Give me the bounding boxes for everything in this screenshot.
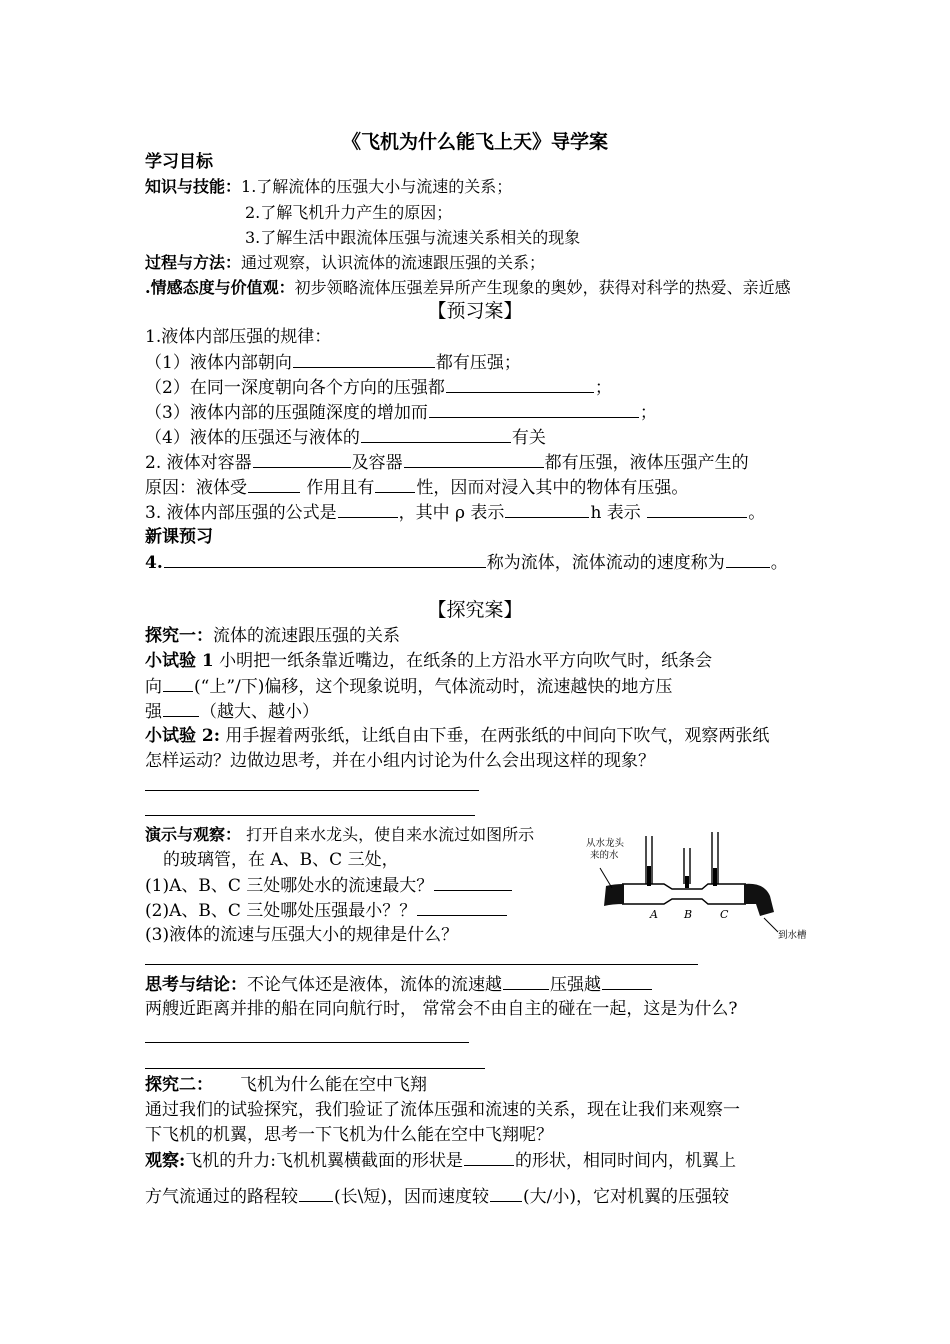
explore-2-label: 探究二：: [145, 1075, 213, 1095]
demo-label: 演示与观察：: [145, 825, 242, 844]
attitude-text: 初步领略流体压强差异所产生现象的奥妙，获得对科学的热爱、亲近感: [294, 278, 791, 297]
preview-q1-3: [145, 401, 657, 424]
preview-q2-line2: [145, 476, 688, 499]
q1-4-text: （4）液体的压强还与液体的: [145, 428, 360, 448]
answer-blank[interactable]: [429, 401, 639, 418]
knowledge-item: 2.了解飞机升力产生的原因；: [245, 203, 453, 222]
q2-text: 及容器: [351, 453, 403, 473]
q1-1-text: （1）液体内部朝向: [145, 353, 292, 373]
preview-q4: [145, 551, 788, 574]
water-column-b: [685, 876, 689, 888]
answer-blank[interactable]: [647, 501, 747, 518]
answer-blank[interactable]: [253, 451, 351, 468]
think-text: 不论气体还是液体，流体的流速越: [247, 975, 502, 995]
inlet-label-1: 从水龙头: [586, 838, 625, 849]
explore-1-text: 流体的流速跟压强的关系: [213, 626, 400, 646]
boats-question: 两艘近距离并排的船在同向航行时， 常常会不由自主的碰在一起，这是为什么?: [145, 999, 738, 1019]
preview-q1-1: [145, 351, 521, 374]
pipe-outline: [622, 832, 746, 904]
outlet-label: 到水槽: [778, 930, 807, 941]
exp1-line3: [145, 700, 319, 723]
q2-text: 原因：液体受: [145, 478, 247, 498]
knowledge-item: 3.了解生活中跟流体压强与流速关系相关的现象: [245, 228, 581, 247]
preview-heading: 【预习案】: [427, 300, 523, 322]
demo-line1: [145, 825, 534, 845]
q1-2-text: （2）在同一深度朝向各个方向的压强都: [145, 378, 445, 398]
demo-text: 打开自来水龙头，使自来水流过如图所示: [241, 825, 535, 844]
exp1-text: 向: [145, 677, 162, 697]
q2-text: 性，因而对浸入其中的物体有压强。: [416, 478, 689, 498]
q1-3-tail: ；: [639, 403, 657, 423]
observe-text: 的形状，相同时间内，机翼上: [515, 1151, 737, 1171]
answer-line[interactable]: [145, 790, 479, 791]
process-line: [145, 253, 545, 273]
q1-1-tail: 都有压强；: [435, 353, 521, 373]
water-column-c: [713, 868, 717, 886]
q3-text: 。: [748, 503, 766, 523]
point-a-label: A: [650, 908, 658, 921]
answer-blank[interactable]: [417, 899, 507, 916]
attitude-line: [145, 278, 791, 298]
demo-q2: [145, 899, 508, 922]
answer-blank[interactable]: [505, 501, 589, 518]
preview-q1-title: 1.液体内部压强的规律：: [145, 327, 332, 347]
exp2-line1: [145, 725, 769, 747]
inlet-hose: [604, 884, 624, 906]
preview-q1-2: [145, 376, 612, 399]
exp2-line2: 怎样运动？边做边思考，并在小组内讨论为什么会出现这样的现象？: [145, 751, 655, 771]
exp1-text: (“上”/下)偏移，这个现象说明，气体流动时，流速越快的地方压: [194, 677, 673, 697]
demo-q3: (3)液体的流速与压强大小的规律是什么？: [145, 925, 459, 945]
answer-blank[interactable]: [434, 874, 512, 891]
knowledge-label: 知识与技能：: [145, 177, 242, 196]
knowledge-line-1: [145, 177, 512, 197]
q4-text: 称为流体，流体流动的速度称为: [486, 553, 725, 573]
explore-2-line: [145, 1074, 427, 1096]
answer-blank[interactable]: [446, 376, 594, 393]
demo-q1-text: (1)A、B、C 三处哪处水的流速最大？: [145, 876, 434, 896]
think-label: 思考与结论：: [145, 975, 247, 995]
answer-blank[interactable]: [726, 551, 770, 568]
answer-blank[interactable]: [163, 700, 199, 717]
q1-4-tail: 有关: [511, 428, 546, 448]
observe-line2: [145, 1185, 729, 1208]
exp1-text: （越大、越小）: [200, 702, 319, 722]
answer-blank[interactable]: [464, 1149, 514, 1166]
exp1-line1: [145, 650, 712, 672]
explore-1-line: [145, 625, 400, 647]
explore-2-para-2: 下飞机的机翼，思考一下飞机为什么能在空中飞翔呢？: [145, 1125, 553, 1145]
think-text: 压强越: [550, 975, 601, 995]
answer-blank[interactable]: [602, 973, 652, 990]
q3-text: ，其中 ρ 表示: [398, 503, 505, 523]
q2-text: 作用且有: [301, 478, 375, 498]
page-title: 《飞机为什么能飞上天》导学案: [341, 131, 608, 153]
preview-q3: [145, 501, 765, 524]
answer-blank[interactable]: [163, 675, 193, 692]
outlet-pointer: [764, 918, 778, 932]
knowledge-item: 1.了解流体的压强大小与流速的关系；: [241, 177, 513, 196]
attitude-label: .情感态度与价值观：: [145, 278, 295, 297]
explore-2-text: 飞机为什么能在空中飞翔: [213, 1075, 428, 1095]
answer-line[interactable]: [145, 815, 475, 816]
answer-line[interactable]: [145, 1068, 485, 1069]
preview-q2-line1: [145, 451, 749, 474]
objectives-heading: 学习目标: [145, 152, 213, 172]
preview-q1-4: [145, 426, 546, 449]
observe-text: (大/小)，它对机翼的压强较: [523, 1187, 729, 1207]
new-lesson-heading: 新课预习: [145, 527, 213, 547]
exp1-text: 小明把一纸条靠近嘴边，在纸条的上方沿水平方向吹气时，纸条会: [213, 651, 713, 671]
q1-2-tail: ；: [594, 378, 612, 398]
process-text: 通过观察，认识流体的流速跟压强的关系；: [241, 253, 546, 272]
demo-q1: [145, 874, 513, 897]
exp1-line2: [145, 675, 672, 698]
explore-heading: 【探究案】: [427, 599, 523, 621]
q3-text: h 表示: [590, 503, 647, 523]
answer-blank[interactable]: [338, 501, 398, 518]
answer-line[interactable]: [145, 1042, 469, 1043]
answer-blank[interactable]: [503, 973, 549, 990]
exp2-text: 用手握着两张纸，让纸自由下垂，在两张纸的中间向下吹气，观察两张纸: [220, 726, 770, 746]
observe-text: 方气流通过的路程较: [145, 1187, 298, 1207]
demo-line2: 的玻璃管，在 A、B、C 三处，: [163, 850, 399, 870]
answer-blank[interactable]: [164, 551, 486, 568]
answer-line[interactable]: [145, 964, 698, 965]
q1-3-text: （3）液体内部的压强随深度的增加而: [145, 403, 428, 423]
inlet-pointer: [600, 868, 612, 888]
answer-blank[interactable]: [375, 476, 415, 493]
point-c-label: C: [720, 908, 729, 921]
pipe-figure: [578, 826, 840, 942]
demo-q2-text: (2)A、B、C 三处哪处压强最小？？: [145, 901, 417, 921]
q4-tail: 。: [770, 553, 788, 573]
q2-text: 2. 液体对容器: [145, 453, 252, 473]
exp1-text: 强: [145, 702, 162, 722]
answer-blank[interactable]: [293, 351, 435, 368]
observe-text: 飞机的升力:飞机机翼横截面的形状是: [185, 1151, 464, 1171]
observe-text: (长\短)，因而速度较: [334, 1187, 489, 1207]
explore-1-label: 探究一：: [145, 626, 213, 646]
answer-blank[interactable]: [490, 1185, 522, 1202]
explore-2-para-1: 通过我们的试验探究，我们验证了流体压强和流速的关系，现在让我们来观察一: [145, 1100, 740, 1120]
inlet-label-2: 来的水: [590, 850, 619, 861]
water-column-a: [647, 866, 651, 886]
answer-blank[interactable]: [299, 1185, 333, 1202]
observe-label: 观察:: [145, 1151, 186, 1171]
q2-text: 都有压强，液体压强产生的: [544, 453, 749, 473]
exp2-label: 小试验 2:: [145, 726, 221, 746]
answer-blank[interactable]: [248, 476, 300, 493]
q4-number: 4.: [145, 553, 163, 573]
answer-blank[interactable]: [404, 451, 544, 468]
exp1-label: 小试验 1: [145, 651, 214, 671]
outlet-hose: [744, 884, 774, 916]
process-label: 过程与方法：: [145, 253, 242, 272]
q3-text: 3. 液体内部压强的公式是: [145, 503, 337, 523]
think-line: [145, 973, 653, 996]
observe-line1: [145, 1149, 736, 1172]
point-b-label: B: [684, 908, 693, 921]
answer-blank[interactable]: [361, 426, 511, 443]
